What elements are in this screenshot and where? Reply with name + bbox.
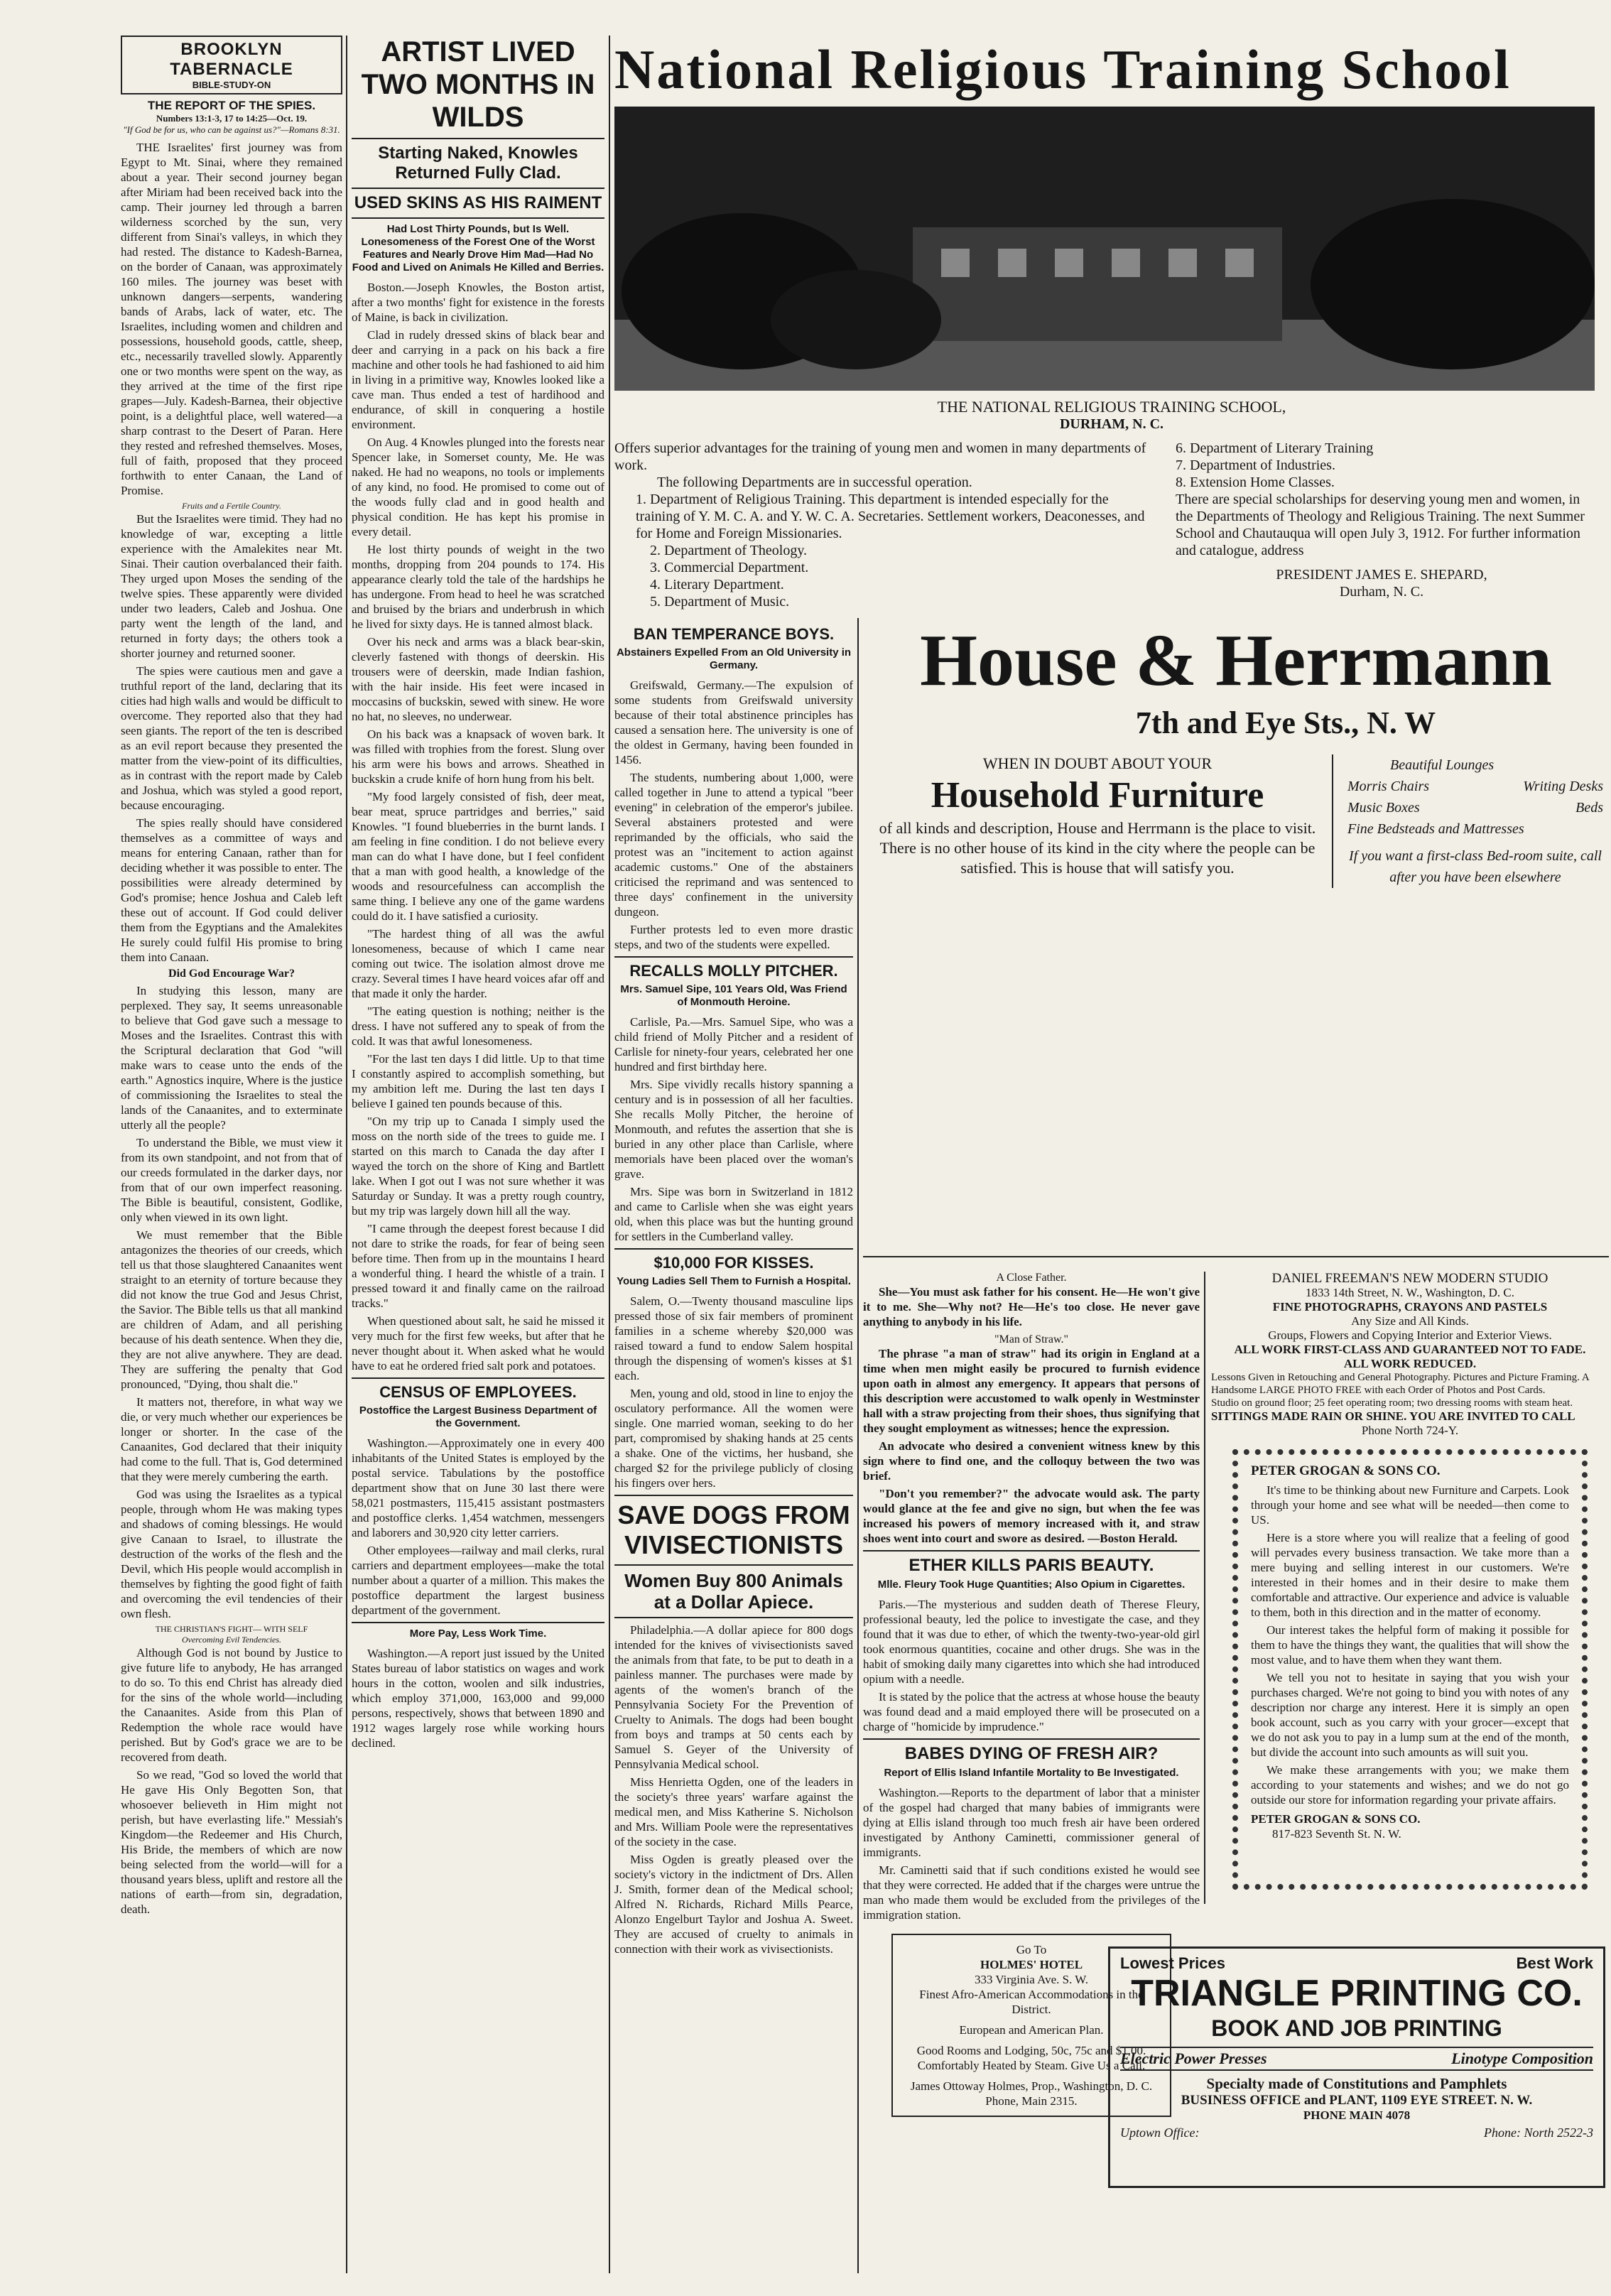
deck: Mlle. Fleury Took Huge Quantities; Also Opium in Cigarettes. bbox=[877, 1578, 1186, 1591]
studio-line: FINE PHOTOGRAPHS, CRAYONS AND PASTELS bbox=[1272, 1300, 1548, 1314]
paragraph: Paris.—The mysterious and sudden death of Therese Fleury, professional beauty, led the police to investigate the case, and they found that it was due to ether, of which the twenty-two-year-old girl took enormous quantities, cocaine and other drugs. She was in the habit of smoking daily many cigarettes into which she had introduced opium with a needle. bbox=[863, 1598, 1200, 1686]
paragraph: "My food largely consisted of fish, deer meat, bear meat, spruce partridges and berries," said Knowles. "I found blueberries in the burnt lands. I am feeling in fine condition. I do not believe every man can do what I have done, but I feel confident that a man with good health, a knowledge of the woods and resourcefulness can accomplish the same thing. I believe any one of the game wardens could do it. I have satisfied a curiosity. bbox=[352, 790, 604, 923]
subheading: "Man of Straw." bbox=[994, 1333, 1068, 1345]
paragraph: The spies were cautious men and gave a truthful report of the land, declaring that its cities had high walls and would be difficult to overcome. They reported also that they had seen giants. The report of the ten is described as an evil report because they presented the matter from the view-point of its difficulties, as in contrast with the report made by Caleb and Joshua, which was styled a good report, because encouraging. bbox=[121, 664, 342, 812]
deck: Postoffice the Largest Business Department of the Government. bbox=[359, 1404, 597, 1429]
paragraph: On Aug. 4 Knowles plunged into the forests near Spencer lake, in Somerset county, Me. He was naked. He had no weapons, no tools or implements of any kind, no food. He promised to come out of the woods fully clad and in good health and physical condition. He has kept his promise in every detail. bbox=[352, 435, 604, 538]
column-news-briefs bbox=[614, 625, 853, 2273]
printing-line: Specialty made of Constitutions and Pamphlets bbox=[1206, 2075, 1507, 2092]
studio-line: Studio on ground floor; 25 feet operating room; two dressing rooms with steam heat. bbox=[1211, 1397, 1573, 1409]
paragraph: Over his neck and arms was a black bear-skin, cleverly fastened with thongs of deerskin. His trousers were of deerskin, made Indian fashion, with the hair inside. His feet were incased in moccasins of buckskin, sewed with sinew. He wore no hat, no sleeves, no underwear. bbox=[352, 635, 604, 723]
paragraph: "Don't you remember?" the advocate would ask. The party would glance at the fee and give no sign, but when the fee was increased his powers of memory increased with it, and straw shoes went into court and swore as desired. —Boston Herald. bbox=[863, 1487, 1200, 1545]
department-item: 5. Department of Music. bbox=[650, 594, 790, 610]
paragraph: The phrase "a man of straw" had its origin in England at a time when men might easily be procured to furnish evidence upon oath in almost any emergency. It appears that persons of this description were accustomed to walk openly in Westminster hall with a straw projecting from their shoes, thus signifying that they sought employment as witnesses; hence the expression. bbox=[863, 1347, 1200, 1435]
paragraph: Greifswald, Germany.—The expulsion of some students from Greifswald university because of their total abstinence principles has caused a sensation here. The university is one of the oldest in Germany, having been founded in 1456. bbox=[614, 678, 853, 767]
headline: ETHER KILLS PARIS BEAUTY. bbox=[908, 1556, 1154, 1575]
studio-line: ALL WORK FIRST-CLASS AND GUARANTEED NOT TO FADE. bbox=[1234, 1343, 1586, 1356]
store-body: of all kinds and description, House and Herrmann is the place to visit. There is no other house of its kind in the city where the people can be satisfied. This is house that will satisfy you. bbox=[879, 819, 1316, 877]
tag-right: Best Work bbox=[1516, 1954, 1593, 1972]
paragraph: "For the last ten days I did little. Up to that time I constantly aspired to accomplish something, but my ambition left me. During the last ten days I believe I gained ten pounds because of this. bbox=[352, 1052, 604, 1110]
article-title: THE REPORT OF THE SPIES. bbox=[147, 99, 316, 112]
deck: Mrs. Samuel Sipe, 101 Years Old, Was Friend of Monmouth Heroine. bbox=[620, 983, 847, 1008]
paragraph: But the Israelites were timid. They had no knowledge of war, excepting a little experience with the Amalekites near Mt. Sinai. Their caution overbalanced their faith. They urged upon Moses the sending of the twelve spies. These apparently were divided under two leaders, Caleb and Joshua. One party went the length of the land, and returned in forty days; the others took a shorter journey and returned sooner. bbox=[121, 512, 342, 660]
studio-title: DANIEL FREEMAN'S NEW MODERN STUDIO bbox=[1271, 1271, 1548, 1286]
printing-sub: BOOK AND JOB PRINTING bbox=[1211, 2015, 1502, 2041]
paragraph: THE Israelites' first journey was from Egypt to Mt. Sinai, where they remained about a year. Their second journey began after Miriam had been received back into the camp. Their journey led through a barren wilderness scorched by the sun, very different from Sinai's valleys, in which they had rested. The distance to Kadesh-Barnea, on the border of Canaan, was approximately 160 miles. The journey was beset with unknown dangers—serpents, wandering bands of Arabs, lack of water, etc. The Israelites, including women and children and possessions, household goods, cattle, sheep, etc., necessarily travelled slowly. Apparently one or two months were spent on the way, as they arrived at the time of the first ripe grapes—July. Kadesh-Barnea, their objective point, is a delightful place, well watered—a sharp contrast to the Desert of Paran. Here they rested and refreshed themselves. Moses, full of faith, proposed that they proceed forthwith to enter Canaan, the Land of Promise. bbox=[121, 141, 342, 497]
paragraph: Salem, O.—Twenty thousand masculine lips pressed those of six fair members of prominent families in a scheme whereby $20,000 was raised toward a fund to endow Salem hospital through the dispensing of women's kisses at $1 each. bbox=[614, 1294, 853, 1382]
scholarship-text: There are special scholarships for deserving young men and women, in the Departments of Theology and Religious Training. The next Summer School and Chautauqua will open July 3, 1912. For further information and catalogue, address bbox=[1176, 492, 1585, 558]
subheading: Did God Encourage War? bbox=[168, 968, 295, 980]
product-item: Writing Desks bbox=[1523, 779, 1603, 794]
paragraph: "The hardest thing of all was the awful lonesomeness, because of which I came near coming out twice. The isolation almost drove me crazy. Several times I have heard voices afar off and that made it only the harder. bbox=[352, 927, 604, 1000]
printing-title: TRIANGLE PRINTING CO. bbox=[1131, 1973, 1583, 2014]
paragraph: An advocate who desired a convenient witness knew by this sign where to find one, and the colloquy between the two was brief. bbox=[863, 1439, 1200, 1483]
paragraph: We make these arrangements with you; we make them according to your statements and wishes; and we do not go outside our store for information regarding your private affairs. bbox=[1251, 1763, 1569, 1807]
paragraph: "I came through the deepest forest because I did not dare to strike the roads, for fear of being seen before time. Then from up in the mountains I heard a wonderful thing. I heard the whistle of a train. I pressed toward it and finally came on the railroad tracks." bbox=[352, 1222, 604, 1310]
paragraph: When questioned about salt, he said he missed it very much for the first few weeks, but after that he never thought about it. When asked what he would have to eat he ordered fried salt pork and potatoes. bbox=[352, 1314, 604, 1372]
deck: Starting Naked, Knowles Returned Fully Clad. bbox=[378, 144, 578, 183]
grogan-address: 817-823 Seventh St. N. W. bbox=[1272, 1827, 1401, 1841]
paragraph: It is stated by the police that the actress at whose house the beauty was found dead and a maid employed there will be prosecuted on a charge of "homicide by imprudence." bbox=[863, 1690, 1200, 1733]
paragraph: We tell you not to hesitate in saying that you wish your purchases charged. We're not going to bind you with notes of any description nor charge any interest. Here it is simply an open book account, such as you carry with your grocer—except that we do not ask you to pay in a lump sum at the end of the month, but divide the account into such amounts as will suit you. bbox=[1251, 1671, 1569, 1759]
product-item bbox=[1347, 797, 1603, 818]
store-address: 7th and Eye Sts., N. W bbox=[1135, 705, 1436, 740]
feature-left: Electric Power Presses bbox=[1120, 2049, 1267, 2067]
feature-right: Linotype Composition bbox=[1451, 2049, 1593, 2067]
scripture-ref: Numbers 13:1-3, 17 to 14:25—Oct. 19. bbox=[156, 113, 308, 124]
deck: Report of Ellis Island Infantile Mortality to Be Investigated. bbox=[884, 1767, 1179, 1779]
school-place: DURHAM, N. C. bbox=[1059, 416, 1164, 432]
paragraph: To understand the Bible, we must view it from its own standpoint, and not from that of our creeds formulated in the darker days, nor from that of our own imperfect reasoning. The Bible is beautiful, consistent, Godlike, only when viewed in its own light. bbox=[121, 1136, 342, 1224]
product-item: Fine Bedsteads and Mattresses bbox=[1347, 821, 1524, 837]
studio-line: Groups, Flowers and Copying Interior and Exterior Views. bbox=[1268, 1328, 1552, 1342]
product-item: Beautiful Lounges bbox=[1390, 757, 1495, 773]
grogan-title: PETER GROGAN & SONS CO. bbox=[1251, 1463, 1441, 1478]
studio-line: Any Size and All Kinds. bbox=[1351, 1314, 1469, 1328]
paragraph: So we read, "God so loved the world that He gave His Only Begotten Son, that whosoever believeth in Him might not perish, but have everlasting life." Messiah's Kingdom—the Redeemer and His Church, His Bride, the members of which are now being selected from the world—will for a thousand years bless, uplift and restore all the nations of earth—from sin, degradation, death. bbox=[121, 1768, 342, 1916]
illustration-caption: Fruits and a Fertile Country. bbox=[182, 501, 281, 511]
column-artist-wilds bbox=[352, 36, 604, 2273]
studio-line: SITTINGS MADE RAIN OR SHINE. YOU ARE INVITED TO CALL bbox=[1211, 1409, 1575, 1423]
product-item bbox=[1347, 776, 1603, 797]
uptown-office: Uptown Office: bbox=[1120, 2126, 1200, 2140]
school-advertisement bbox=[614, 36, 1609, 612]
department-item: 2. Department of Theology. bbox=[650, 543, 808, 558]
paragraph: On his back was a knapsack of woven bark. It was filled with trophies from the forest. Slung over his arm were his bows and arrows. Sheathed in buckskin a crude knife of horn hung from his belt. bbox=[352, 727, 604, 786]
deck: Had Lost Thirty Pounds, but Is Well. Lonesomeness of the Forest One of the Worst Features and Nearly Drove Him Mad—Had No Food and Lived on Animals He Killed and Berries. bbox=[352, 223, 604, 274]
paragraph: The students, numbering about 1,000, were called together in June to attend a typical "beer evening" in celebration of the emperor's jubilee. Several abstainers protested and were reprimanded by the officials, who said the protest was an "incitement to action against academic customs." One of the abstainers criticised the reprimand and was sentenced to three days' confinement in the university dungeon. bbox=[614, 771, 853, 919]
department-item: 4. Literary Department. bbox=[650, 577, 784, 592]
paragraph: God was using the Israelites as a typical people, through whom He was making types and shadows of coming blessings. He would give Canaan to Israel, to illustrate the destruction of the works of the flesh and the Devil, which His people would accomplish in themselves by fighting the good fight of faith and overcoming the evil tendencies of their own flesh. bbox=[121, 1488, 342, 1620]
hotel-line: Go To bbox=[1016, 1943, 1047, 1956]
paragraph: It's time to be thinking about new Furniture and Carpets. Look through your home and see what will be needed—then come to US. bbox=[1251, 1483, 1569, 1527]
school-building-image bbox=[614, 107, 1595, 391]
hotel-line: 333 Virginia Ave. S. W. bbox=[974, 1973, 1089, 1986]
paragraph: "The eating question is nothing; neither is the dress. I have not suffered any to speak of from the cold. It was that awful lonesomeness. bbox=[352, 1004, 604, 1048]
paragraph: Mr. Caminetti said that if such conditions existed he would see that they were corrected. He added that if the charges were untrue the man who made them would be excluded from the privileges of the immigration station. bbox=[863, 1863, 1200, 1922]
product-item: Music Boxes bbox=[1347, 800, 1420, 816]
tagline: WHEN IN DOUBT ABOUT YOUR bbox=[982, 754, 1213, 772]
paragraph: Other employees—railway and mail clerks, rural carriers and department employees—make the total number about a quarter of a million. This makes the postoffice department the largest business department of the government. bbox=[352, 1544, 604, 1617]
headline: SAVE DOGS FROM VIVISECTIONISTS bbox=[617, 1500, 850, 1559]
paragraph: The spies really should have considered themselves as a committee of ways and means for entering Canaan, rather than for deciding whether it was possible to enter. The possibilities were already determined by God's promise; hence Joshua and Caleb left these out of account. If God could deliver them from the Egyptians and the Amalekites He surely could fulfil His promise to bring them into Canaan. bbox=[121, 816, 342, 964]
store-note: If you want a first-class Bed-room suite, call after you have been elsewhere bbox=[1349, 848, 1602, 885]
paragraph: "On my trip up to Canada I simply used the moss on the north side of the trees to guide me. I started on this march to Canada the day after I wayed the torch on the shore of King and Bartlett lake. When I got out I was not sure whether it was Saturday or Sunday. It was a pretty rough country, but my trip was largely down hill all the way. bbox=[352, 1115, 604, 1218]
uptown-phone: Phone: North 2522-3 bbox=[1484, 2126, 1593, 2140]
hotel-line: Finest Afro-American Accommodations in the District. bbox=[919, 1988, 1144, 2016]
president-name: PRESIDENT JAMES E. SHEPARD, bbox=[1276, 567, 1487, 583]
studio-address: 1833 14th Street, N. W., Washington, D. C. bbox=[1306, 1286, 1514, 1299]
printing-line: BUSINESS OFFICE and PLANT, 1109 EYE STREET. N. W. bbox=[1181, 2093, 1533, 2108]
paragraph: Philadelphia.—A dollar apiece for 800 dogs intended for the knives of vivisectionists saved the animals from that fate, to be put to death in a painless manner. The purchases were made by agents of the women's branch of the Pennsylvania Society For the Prevention of Cruelty to Animals. The dogs had been bought from boys and tramps at 50 cents each by Samuel S. Geyer of the University of Pennsylvania Medical school. bbox=[614, 1623, 853, 1771]
scripture-verse: "If God be for us, who can be against us?"—Romans 8:31. bbox=[123, 124, 340, 135]
school-photo bbox=[614, 107, 1595, 391]
deck: Abstainers Expelled From an Old University in Germany. bbox=[616, 646, 852, 671]
illustration-caption: THE CHRISTIAN'S FIGHT— WITH SELF bbox=[155, 1624, 308, 1634]
department-text: 1. Department of Religious Training. This department is intended especially for the training of Y. M. C. A. and Y. W. C. A. Secretaries. Settlement workers, Deaconesses, and for Home and Foreign Missionaries. bbox=[636, 492, 1145, 541]
paragraph: Further protests led to even more drastic steps, and two of the students were expelled. bbox=[614, 923, 853, 951]
school-title: National Religious Training School bbox=[614, 38, 1512, 100]
column-bible-study bbox=[121, 36, 342, 2273]
grogan-advertisement bbox=[1232, 1449, 1588, 1890]
paragraph: Here is a store where you will realize that a feeling of good will pervades every business transaction. We take more than a mere buying and selling interest in our customers. We're interested in their homes and in their desire to make them comfortable and attractive. Our experience and advice is valuable to them, both in this direction and in the matter of economy. bbox=[1251, 1531, 1569, 1619]
paragraph: It matters not, therefore, in what way we die, or very much whether our experiences be longer or shorter. In the case of the Canaanites, God declared that their iniquity had come to the full. That is, God determined that they were merely cumbering the earth. bbox=[121, 1395, 342, 1483]
headline: $10,000 FOR KISSES. bbox=[653, 1254, 814, 1272]
illustration-caption: Overcoming Evil Tendencies. bbox=[181, 1635, 282, 1645]
paragraph: Washington.—A report just issued by the United States bureau of labor statistics on wages and work hours in the cotton, woolen and silk industries, which employ 371,000, 163,000 and 99,000 persons, respectively, shows that between 1890 and 1912 wages largely rose while working hours declined. bbox=[352, 1647, 604, 1750]
product-item: Morris Chairs bbox=[1347, 779, 1430, 794]
deck: USED SKINS AS HIS RAIMENT bbox=[354, 193, 602, 212]
tag-left: Lowest Prices bbox=[1120, 1954, 1225, 1972]
deck: Women Buy 800 Animals at a Dollar Apiece. bbox=[624, 1570, 843, 1613]
freeman-studio-advertisement bbox=[1211, 1271, 1609, 1437]
department-item: 7. Department of Industries. bbox=[1176, 457, 1335, 473]
furniture-heading: Household Furniture bbox=[931, 775, 1264, 816]
deck: Young Ladies Sell Them to Furnish a Hospital. bbox=[617, 1275, 851, 1287]
paragraph: Men, young and old, stood in line to enjoy the osculatory performance. All the women were single. One married woman, seeking to do her part, compromised by shaking hands at 25 cents a shake. One of the victims, her husband, she charged $2 for the privilege publicly of closing his fingers over hers. bbox=[614, 1387, 853, 1490]
paragraph: She—You must ask father for his consent. He—He won't give it to me. She—Why not? He—He's too close. He never gave anything to anybody in his life. bbox=[863, 1285, 1200, 1328]
intro-text: The following Departments are in successful operation. bbox=[657, 475, 972, 490]
president-place: Durham, N. C. bbox=[1339, 584, 1424, 600]
paragraph: He lost thirty pounds of weight in the two months, dropping from 204 pounds to 174. His appearance clearly told the tale of the hardships he has undergone. From head to heel he was scratched and bruised by the briars and underbrush in which he lived for sixty days. He is tanned almost black. bbox=[352, 543, 604, 631]
triangle-printing-advertisement bbox=[1108, 1946, 1605, 2188]
paragraph: Boston.—Joseph Knowles, the Boston artist, after a two months' fight for existence in the forests of Maine, is back in civilization. bbox=[352, 281, 604, 324]
house-herrmann-advertisement bbox=[863, 618, 1609, 1257]
paragraph: In studying this lesson, many are perplexed. They say, It seems unreasonable to believe that God gave such a message to Moses and the Israelites. Contrast this with the Scriptural declaration that God "will make wars to cease unto the ends of the earth." Agnostics inquire, Where is the justice of commissioning the Israelites to steal the lands of the Canaanites, and to exterminate utterly all the people? bbox=[121, 984, 342, 1132]
hotel-line: Good Rooms and Lodging, 50c, 75c and $1.00. Comfortably Heated by Steam. Give Us a Call. bbox=[916, 2044, 1146, 2072]
printing-phone: PHONE MAIN 4078 bbox=[1303, 2108, 1411, 2122]
headline: BABES DYING OF FRESH AIR? bbox=[904, 1744, 1159, 1763]
store-name: House & Herrmann bbox=[920, 619, 1552, 701]
hotel-line: European and American Plan. bbox=[959, 2023, 1104, 2037]
paragraph: Carlisle, Pa.—Mrs. Samuel Sipe, who was a child friend of Molly Pitcher and a resident of Carlisle for ninety-four years, celebrated her one hundred and first birthday here. bbox=[614, 1015, 853, 1073]
studio-phone: Phone North 724-Y. bbox=[1361, 1424, 1459, 1437]
subheading: More Pay, Less Work Time. bbox=[409, 1628, 547, 1640]
paragraph: Our interest takes the helpful form of making it possible for them to have the things they want, the qualities that will show the most value, and to have them when they want them. bbox=[1251, 1623, 1569, 1667]
paragraph: Mrs. Sipe vividly recalls history spanning a century and is in possession of all her faculties. She recalls Molly Pitcher, the heroine of Monmouth, and refutes the assertion that she is buried in any other place than Carlisle, where memorials have been placed over the woman's grave. bbox=[614, 1078, 853, 1181]
headline: CENSUS OF EMPLOYEES. bbox=[379, 1383, 577, 1401]
paragraph: Mrs. Sipe was born in Switzerland in 1812 and came to Carlisle when she was eight years old, when this place was but the hunting ground for settlers in the Cumberland valley. bbox=[614, 1185, 853, 1243]
headline: BAN TEMPERANCE BOYS. bbox=[633, 625, 835, 643]
department-item: 8. Extension Home Classes. bbox=[1176, 475, 1335, 490]
paragraph: Although God is not bound by Justice to give future life to anybody, He has arranged to do so. To this end Christ has already died for the sins of the whole world—including the Canaanites. Aside from this Plan of Redemption the whole race would have perished. But by God's grace we are to be recovered from death. bbox=[121, 1646, 342, 1764]
paragraph: Clad in rudely dressed skins of black bear and deer and carrying in a pack on his back a fire machine and other tools he had fashioned to aid him in living in a primitive way, Knowles looked like a cave man. Thus ended a test of hardihood and endurance, of skill in conquering a hostile environment. bbox=[352, 328, 604, 431]
studio-line: Lessons Given in Retouching and General Photography. Pictures and Picture Framing. A Handsome LARGE PHOTO FREE with each Order of Photos and Post Cards. bbox=[1211, 1372, 1589, 1396]
paragraph: Miss Henrietta Ogden, one of the leaders in the society's three years' warfare against the medical men, and Miss Katherine S. Nicholson and Mrs. William Poole were the representatives of the society in the case. bbox=[614, 1775, 853, 1848]
paragraph: We must remember that the Bible antagonizes the theories of our creeds, which tell us that those slaughtered Canaanites went straight to an eternity of torture because they did not know the true God and Jesus Christ, the Savior. The Bible tells us that all mankind are children of Adam, and all perishing because of his death sentence. When they die, they are not alive anywhere. They are dead. They are suffering the penalty that God pronounced, "Dying, thou shalt die." bbox=[121, 1228, 342, 1391]
tabernacle-logo: BROOKLYN TABERNACLE BIBLE-STUDY-ON bbox=[121, 36, 342, 94]
paragraph: Washington.—Reports to the department of labor that a minister of the gospel had charged that many babies of immigrants were dying at Ellis island through too much fresh air have been ordered investigated by Anthony Caminetti, commissioner general of immigrants. bbox=[863, 1786, 1200, 1859]
department-item: 6. Department of Literary Training bbox=[1176, 440, 1374, 456]
hotel-line: Phone, Main 2315. bbox=[985, 2094, 1078, 2108]
hotel-line: James Ottoway Holmes, Prop., Washington, D. C. bbox=[910, 2079, 1153, 2093]
paragraph: Miss Ogden is greatly pleased over the society's victory in the indictment of Drs. Allen J. Smith, former dean of the Medical school; Alfred N. Richards, Richard Mills Pearce, Alonzo Engelburt Taylor and Joshua A. Sweet. They are accused of cruelty to animals in connection with their work as vivisectionists. bbox=[614, 1853, 853, 1956]
subheading: A Close Father. bbox=[996, 1272, 1067, 1284]
hotel-name: HOLMES' HOTEL bbox=[980, 1958, 1083, 1971]
headline: RECALLS MOLLY PITCHER. bbox=[629, 962, 838, 980]
department-item: 3. Commercial Department. bbox=[650, 560, 809, 575]
headline: ARTIST LIVED TWO MONTHS IN WILDS bbox=[361, 36, 595, 133]
intro-text: Offers superior advantages for the training of young men and women in many departments of work. bbox=[614, 440, 1146, 473]
studio-line: ALL WORK REDUCED. bbox=[1343, 1357, 1477, 1370]
photo-caption: THE NATIONAL RELIGIOUS TRAINING SCHOOL, bbox=[937, 398, 1286, 416]
product-item: Beds bbox=[1575, 800, 1603, 816]
paragraph: Washington.—Approximately one in every 400 inhabitants of the United States is employed by the postal service. Tabulations by the postoffice department show that on June 30 last there were 58,021 postmasters, 115,415 assistant postmasters and postoffice clerks. 1,454 watchmen, messengers and laborers and 30,920 city letter carriers. bbox=[352, 1436, 604, 1539]
grogan-footer: PETER GROGAN & SONS CO. bbox=[1251, 1812, 1421, 1826]
